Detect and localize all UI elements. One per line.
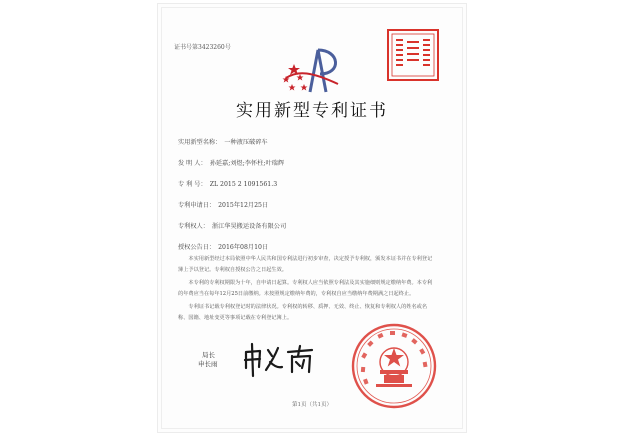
field-label: 专 利 号：: [178, 181, 207, 188]
page-footer: 第1页（共1页）: [292, 402, 332, 408]
state-seal-icon: [350, 322, 438, 410]
field-label: 授权公告日：: [178, 244, 216, 251]
field-application-date: [178, 200, 268, 209]
body-paragraph: 专利证书记载专利权登记时的法律状况。专利权的转移、质押、无效、终止、恢复和专利权人的姓名或名称、国籍、地址变更等事项记载在专利登记簿上。: [178, 304, 428, 321]
field-utility-model-name: [178, 137, 268, 146]
field-value: 2016年08月10日: [218, 244, 269, 251]
director-name: 申长雨: [198, 360, 218, 368]
field-label: 发 明 人：: [178, 160, 207, 167]
certificate-number: 证书号第3423260号: [174, 44, 231, 51]
signature-icon: [240, 340, 316, 378]
body-paragraph: 本专利的专利权期限为十年，自申请日起算。专利权人应当依照专利法及其实施细则规定缴纳年费。本专利的年费应当在每年12月25日前缴纳。未按照规定缴纳年费的，专利权自应当缴纳年费期满之日起终止。: [178, 280, 433, 297]
field-patentee: [178, 221, 286, 230]
field-value: ZL 2015 2 1091561.3: [209, 181, 278, 188]
director-label: 局长: [202, 351, 215, 359]
official-seal-icon: [386, 28, 440, 82]
certificate-body: [178, 254, 436, 327]
field-value: 浙江华昊搬运设备有限公司: [211, 223, 287, 230]
field-value: 孙延嘉;刘煜;李怀柱;叶瑞辉: [209, 160, 285, 167]
field-label: 实用新型名称：: [178, 139, 222, 146]
field-value: 2015年12月25日: [218, 202, 269, 209]
field-label: 专利权人：: [178, 223, 209, 230]
field-grant-date: [178, 242, 268, 251]
field-label: 专利申请日：: [178, 202, 216, 209]
certificate-title: 实用新型专利证书: [236, 101, 388, 121]
field-patent-number: [178, 179, 277, 188]
field-inventors: [178, 158, 284, 167]
patent-office-emblem-icon: [280, 44, 348, 94]
field-value: 一种液压破碎车: [224, 139, 268, 146]
certificate-sheet: [158, 4, 466, 432]
body-paragraph: 本实用新型经过本局依照中华人民共和国专利法进行初步审查，决定授予专利权，颁发本证书并在专利登记簿上予以登记。专利权自授权公告之日起生效。: [178, 256, 433, 273]
